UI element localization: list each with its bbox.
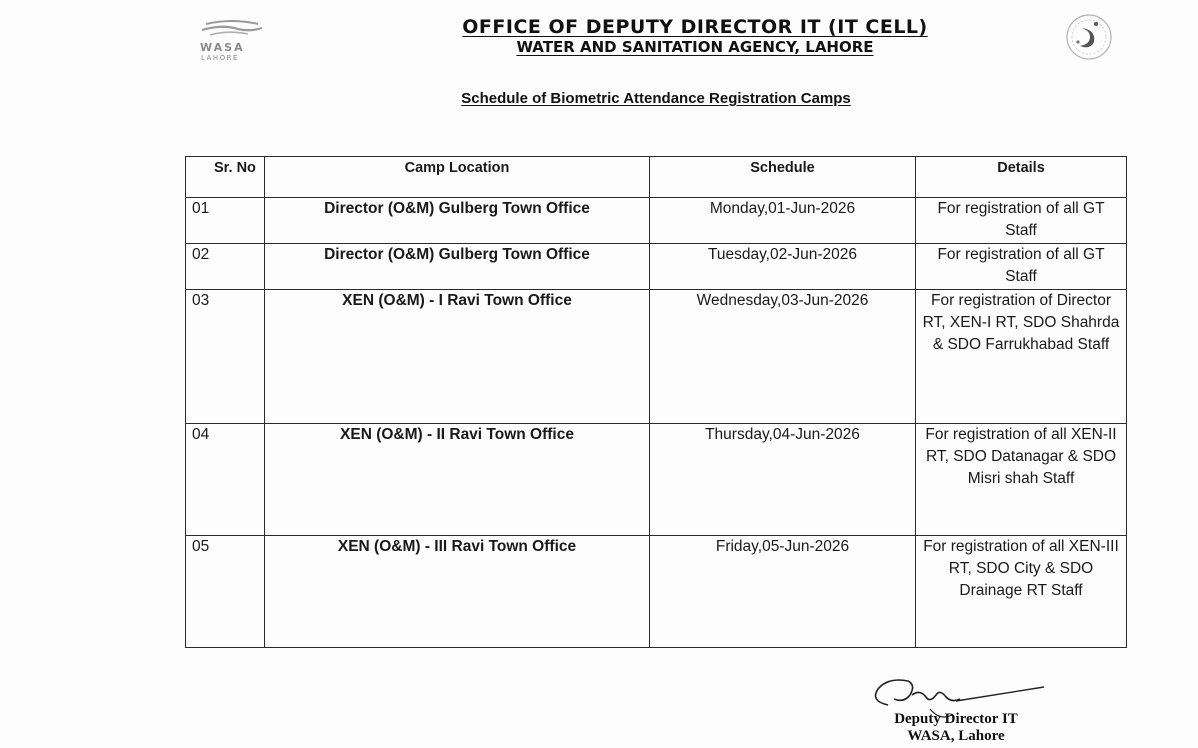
column-header-details: Details	[916, 157, 1127, 198]
logo-city-text: LAHORE	[201, 54, 239, 62]
table-row	[186, 243, 1127, 289]
cell-schedule: Wednesday,03-Jun-2026	[650, 289, 916, 423]
cell-sr: 03	[186, 289, 265, 423]
signatory-block	[850, 711, 1062, 745]
table-row	[186, 423, 1127, 535]
cell-details: For registration of all XEN-II RT, SDO Datanagar & SDO Misri shah Staff	[916, 423, 1127, 535]
table-row	[186, 535, 1127, 647]
column-header-camp-location: Camp Location	[265, 157, 650, 198]
cell-sr: 01	[186, 198, 265, 244]
cell-details: For registration of all GT Staff	[916, 198, 1127, 244]
schedule-table	[185, 156, 1127, 648]
cell-sr: 05	[186, 535, 265, 647]
cell-location: XEN (O&M) - III Ravi Town Office	[265, 535, 650, 647]
office-title: OFFICE OF DEPUTY DIRECTOR IT (IT CELL)	[462, 16, 928, 38]
cell-sr: 02	[186, 243, 265, 289]
wasa-logo	[192, 16, 274, 62]
cell-schedule: Thursday,04-Jun-2026	[650, 423, 916, 535]
table-row	[186, 198, 1127, 244]
cell-location: Director (O&M) Gulberg Town Office	[265, 198, 650, 244]
cell-details: For registration of all XEN-III RT, SDO City & SDO Drainage RT Staff	[916, 535, 1127, 647]
cell-location: XEN (O&M) - II Ravi Town Office	[265, 423, 650, 535]
government-emblem-icon	[1060, 12, 1118, 62]
agency-title: WATER AND SANITATION AGENCY, LAHORE	[516, 38, 874, 56]
cell-location: XEN (O&M) - I Ravi Town Office	[265, 289, 650, 423]
column-header-schedule: Schedule	[650, 157, 916, 198]
signatory-organization: WASA, Lahore	[907, 728, 1005, 744]
column-header-sr-no: Sr. No	[186, 157, 265, 198]
cell-details: For registration of all GT Staff	[916, 243, 1127, 289]
signatory-designation: Deputy Director IT	[894, 711, 1018, 727]
cell-schedule: Tuesday,02-Jun-2026	[650, 243, 916, 289]
cell-details: For registration of Director RT, XEN-I RT, SDO Shahrda & SDO Farrukhabad Staff	[916, 289, 1127, 423]
document-heading: Schedule of Biometric Attendance Registration Camps	[461, 90, 851, 107]
cell-schedule: Friday,05-Jun-2026	[650, 535, 916, 647]
cell-sr: 04	[186, 423, 265, 535]
table-header-row	[186, 157, 1127, 198]
table-row	[186, 289, 1127, 423]
cell-schedule: Monday,01-Jun-2026	[650, 198, 916, 244]
cell-location: Director (O&M) Gulberg Town Office	[265, 243, 650, 289]
logo-brand-text: WASA	[200, 41, 245, 54]
